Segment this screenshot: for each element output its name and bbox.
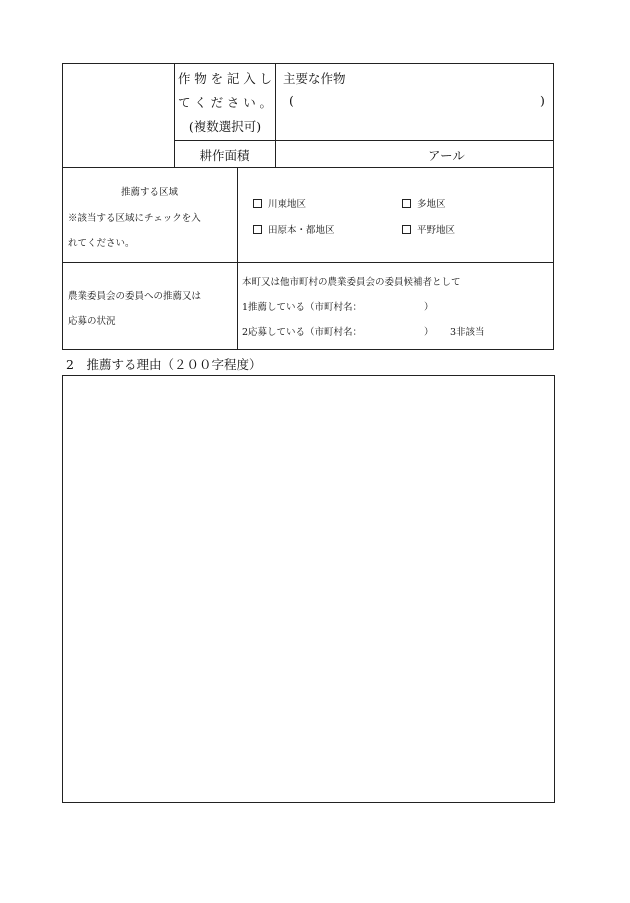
district-note-line2: れてください。 [68, 238, 135, 249]
checkbox-icon[interactable] [402, 225, 411, 234]
crops-prompt [178, 67, 272, 139]
district-option-o[interactable] [402, 196, 446, 210]
district-option-label: 平野地区 [417, 225, 456, 236]
checkbox-icon[interactable] [402, 199, 411, 208]
area-label: 耕作面積 [199, 148, 250, 163]
option3-text[interactable]: 3非該当 [450, 327, 485, 338]
committee-intro: 本町又は他市町村の農業委員会の委員候補者として [242, 277, 461, 288]
reason-input-box[interactable] [62, 375, 555, 803]
district-option-label: 多地区 [417, 199, 446, 210]
row-divider-area [62, 167, 554, 168]
col-divider-b [275, 63, 276, 168]
crops-prompt-line3: (複数選択可) [188, 119, 262, 134]
area-unit: アール [428, 148, 465, 163]
committee-option-applied[interactable] [242, 324, 542, 338]
row-divider-crops [174, 140, 554, 141]
district-label: 推薦する区域 [120, 187, 178, 198]
option1-text: 1推薦している（市町村名： [242, 302, 363, 313]
option2-text: 2応募している（市町村名： [242, 327, 363, 338]
table-right-border [553, 63, 554, 350]
committee-label-line2: 応募の状況 [68, 316, 116, 327]
reason-heading: 2 推薦する理由（２００字程度） [66, 357, 262, 372]
area-input-field[interactable] [280, 143, 420, 163]
table-top-border [62, 63, 554, 64]
district-option-label: 川東地区 [268, 199, 307, 210]
crops-prompt-line2: てください。 [178, 95, 272, 110]
district-option-hirano[interactable] [402, 222, 455, 236]
crop-paren-open: ( [289, 93, 294, 108]
row-divider-district [62, 262, 554, 263]
district-note-line1: ※該当する区域にチェックを入 [68, 213, 201, 224]
crop-input-field[interactable] [300, 92, 536, 112]
district-option-kawahigashi[interactable] [253, 196, 306, 210]
checkbox-icon[interactable] [253, 199, 262, 208]
district-option-tawaramoto-miyako[interactable] [253, 222, 335, 236]
checkbox-icon[interactable] [253, 225, 262, 234]
option1-close: ） [424, 302, 434, 313]
committee-option-recommended[interactable] [242, 299, 542, 313]
col-divider-c [237, 167, 238, 350]
committee-label-line1: 農業委員会の委員への推薦又は [68, 291, 202, 302]
district-option-label: 田原本・都地区 [268, 225, 335, 236]
main-crop-label: 主要な作物 [283, 71, 346, 86]
crop-paren-close: ) [540, 93, 545, 108]
table-bottom-border [62, 349, 554, 350]
option2-close: ） [424, 327, 434, 338]
table-left-border [62, 63, 63, 350]
crops-prompt-line1: 作物を記入し [178, 71, 272, 86]
